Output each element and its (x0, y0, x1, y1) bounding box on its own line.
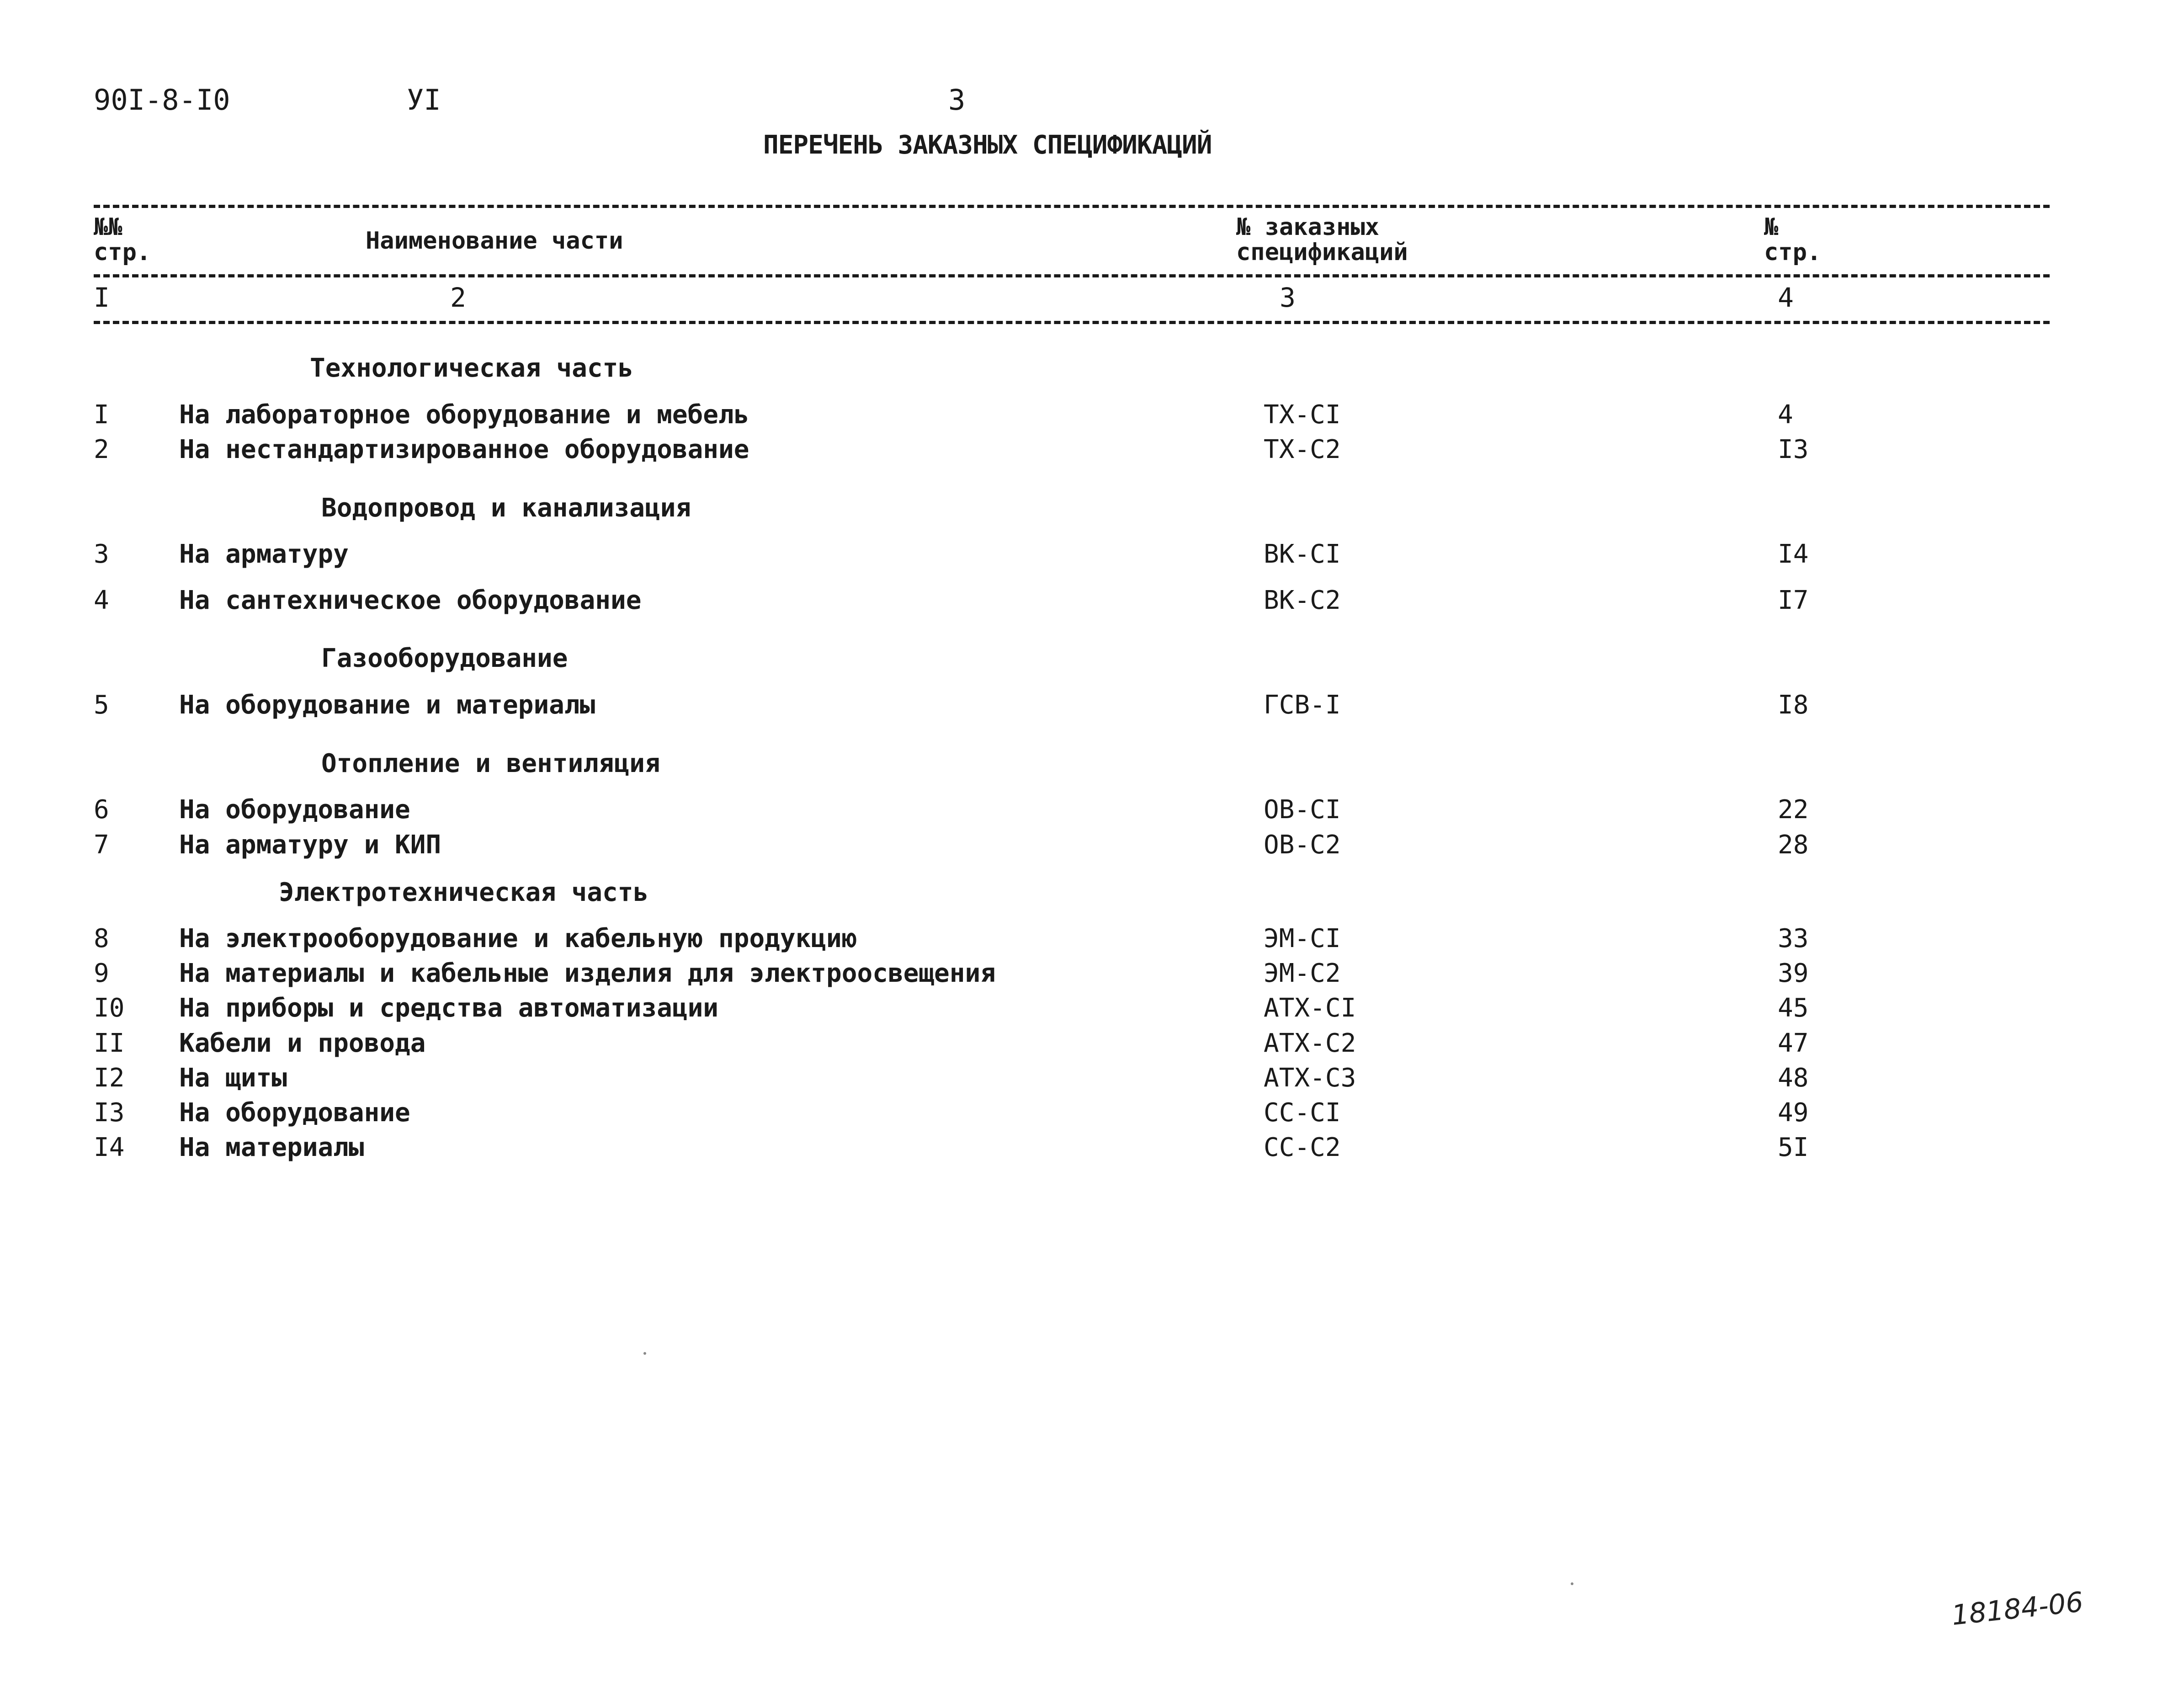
row-number: 2 (94, 435, 109, 464)
row-part-name: Кабели и провода (179, 1028, 426, 1058)
row-number: I4 (94, 1133, 125, 1162)
row-part-name: На оборудование и материалы (179, 690, 595, 720)
row-page: 47 (1778, 1028, 1809, 1058)
row-part-name: На арматуру (179, 539, 349, 569)
row-page: 45 (1778, 993, 1809, 1023)
row-spec-number: ТХ-СI (1264, 400, 1341, 430)
row-page: I8 (1778, 690, 1809, 720)
row-part-name: На нестандартизированное оборудование (179, 435, 749, 464)
row-spec-number: ВК-С2 (1264, 586, 1341, 615)
row-spec-number: ОВ-С2 (1264, 830, 1341, 860)
row-part-name: На арматуру и КИП (179, 830, 441, 860)
column-number-3: 3 (1280, 282, 1296, 313)
row-spec-number: ЭМ-СI (1264, 924, 1341, 953)
row-page: I4 (1778, 539, 1809, 569)
row-page: 39 (1778, 958, 1809, 988)
row-spec-number: АТХ-СI (1264, 993, 1356, 1023)
row-spec-number: ГСВ-I (1264, 690, 1341, 720)
row-number: 4 (94, 586, 109, 615)
row-part-name: На лабораторное оборудование и мебель (179, 400, 749, 430)
row-spec-number: СС-С2 (1264, 1133, 1341, 1162)
row-page: 49 (1778, 1098, 1809, 1128)
row-page: 4 (1778, 400, 1793, 430)
column-number-4: 4 (1778, 282, 1794, 313)
row-number: II (94, 1028, 125, 1058)
row-number: 8 (94, 924, 109, 953)
row-number: 7 (94, 830, 109, 860)
row-page: 5I (1778, 1133, 1809, 1162)
row-page: 33 (1778, 924, 1809, 953)
row-spec-number: АТХ-С3 (1264, 1063, 1356, 1093)
column-header-row-number: №№ стр. (94, 213, 151, 266)
row-spec-number: АТХ-С2 (1264, 1028, 1356, 1058)
row-number: 3 (94, 539, 109, 569)
row-part-name: На материалы (179, 1133, 364, 1162)
row-part-name: На приборы и средства автоматизации (179, 993, 719, 1023)
row-spec-number: СС-СI (1264, 1098, 1341, 1128)
row-page: 22 (1778, 795, 1809, 825)
row-spec-number: ОВ-СI (1264, 795, 1341, 825)
column-number-2: 2 (450, 282, 466, 313)
document-code: 90I-8-I0 (94, 83, 230, 117)
row-page: I7 (1778, 586, 1809, 615)
section-title-electrical: Электротехническая часть (279, 878, 649, 907)
scan-speck (1571, 1582, 1573, 1585)
row-page: I3 (1778, 435, 1809, 464)
row-number: I2 (94, 1063, 125, 1093)
row-spec-number: ТХ-С2 (1264, 435, 1341, 464)
row-spec-number: ЭМ-С2 (1264, 958, 1341, 988)
row-page: 28 (1778, 830, 1809, 860)
row-page: 48 (1778, 1063, 1809, 1093)
document-title: ПЕРЕЧЕНЬ ЗАКАЗНЫХ СПЕЦИФИКАЦИЙ (763, 130, 1212, 160)
column-header-part-name: Наименование части (366, 227, 623, 255)
scan-speck (643, 1352, 646, 1355)
column-number-1: I (94, 282, 110, 313)
table-header-rule (94, 274, 2050, 277)
row-part-name: На сантехническое оборудование (179, 586, 642, 615)
row-part-name: На оборудование (179, 795, 410, 825)
section-title-heating-ventilation: Отопление и вентиляция (321, 749, 660, 778)
row-number: I (94, 400, 109, 430)
page-number: 3 (948, 83, 966, 117)
section-title-water-supply: Водопровод и канализация (321, 493, 691, 523)
row-part-name: На оборудование (179, 1098, 410, 1128)
section-title-technological: Технологическая часть (310, 353, 634, 383)
section-title-gas-equipment: Газооборудование (321, 644, 568, 673)
table-top-rule (94, 205, 2050, 208)
row-number: 9 (94, 958, 109, 988)
column-header-spec-number: № заказных спецификаций (1236, 213, 1408, 266)
row-number: 6 (94, 795, 109, 825)
row-part-name: На щиты (179, 1063, 287, 1093)
row-number: I0 (94, 993, 125, 1023)
section-number: УI (407, 83, 441, 117)
row-number: 5 (94, 690, 109, 720)
table-column-number-rule (94, 321, 2050, 324)
column-header-page: № стр. (1764, 213, 1822, 266)
archive-number-stamp: 18184-06 (1950, 1586, 2085, 1632)
row-part-name: На материалы и кабельные изделия для электроосвещения (179, 958, 996, 988)
row-spec-number: ВК-СI (1264, 539, 1341, 569)
row-number: I3 (94, 1098, 125, 1128)
row-part-name: На электрооборудование и кабельную продукцию (179, 924, 857, 953)
